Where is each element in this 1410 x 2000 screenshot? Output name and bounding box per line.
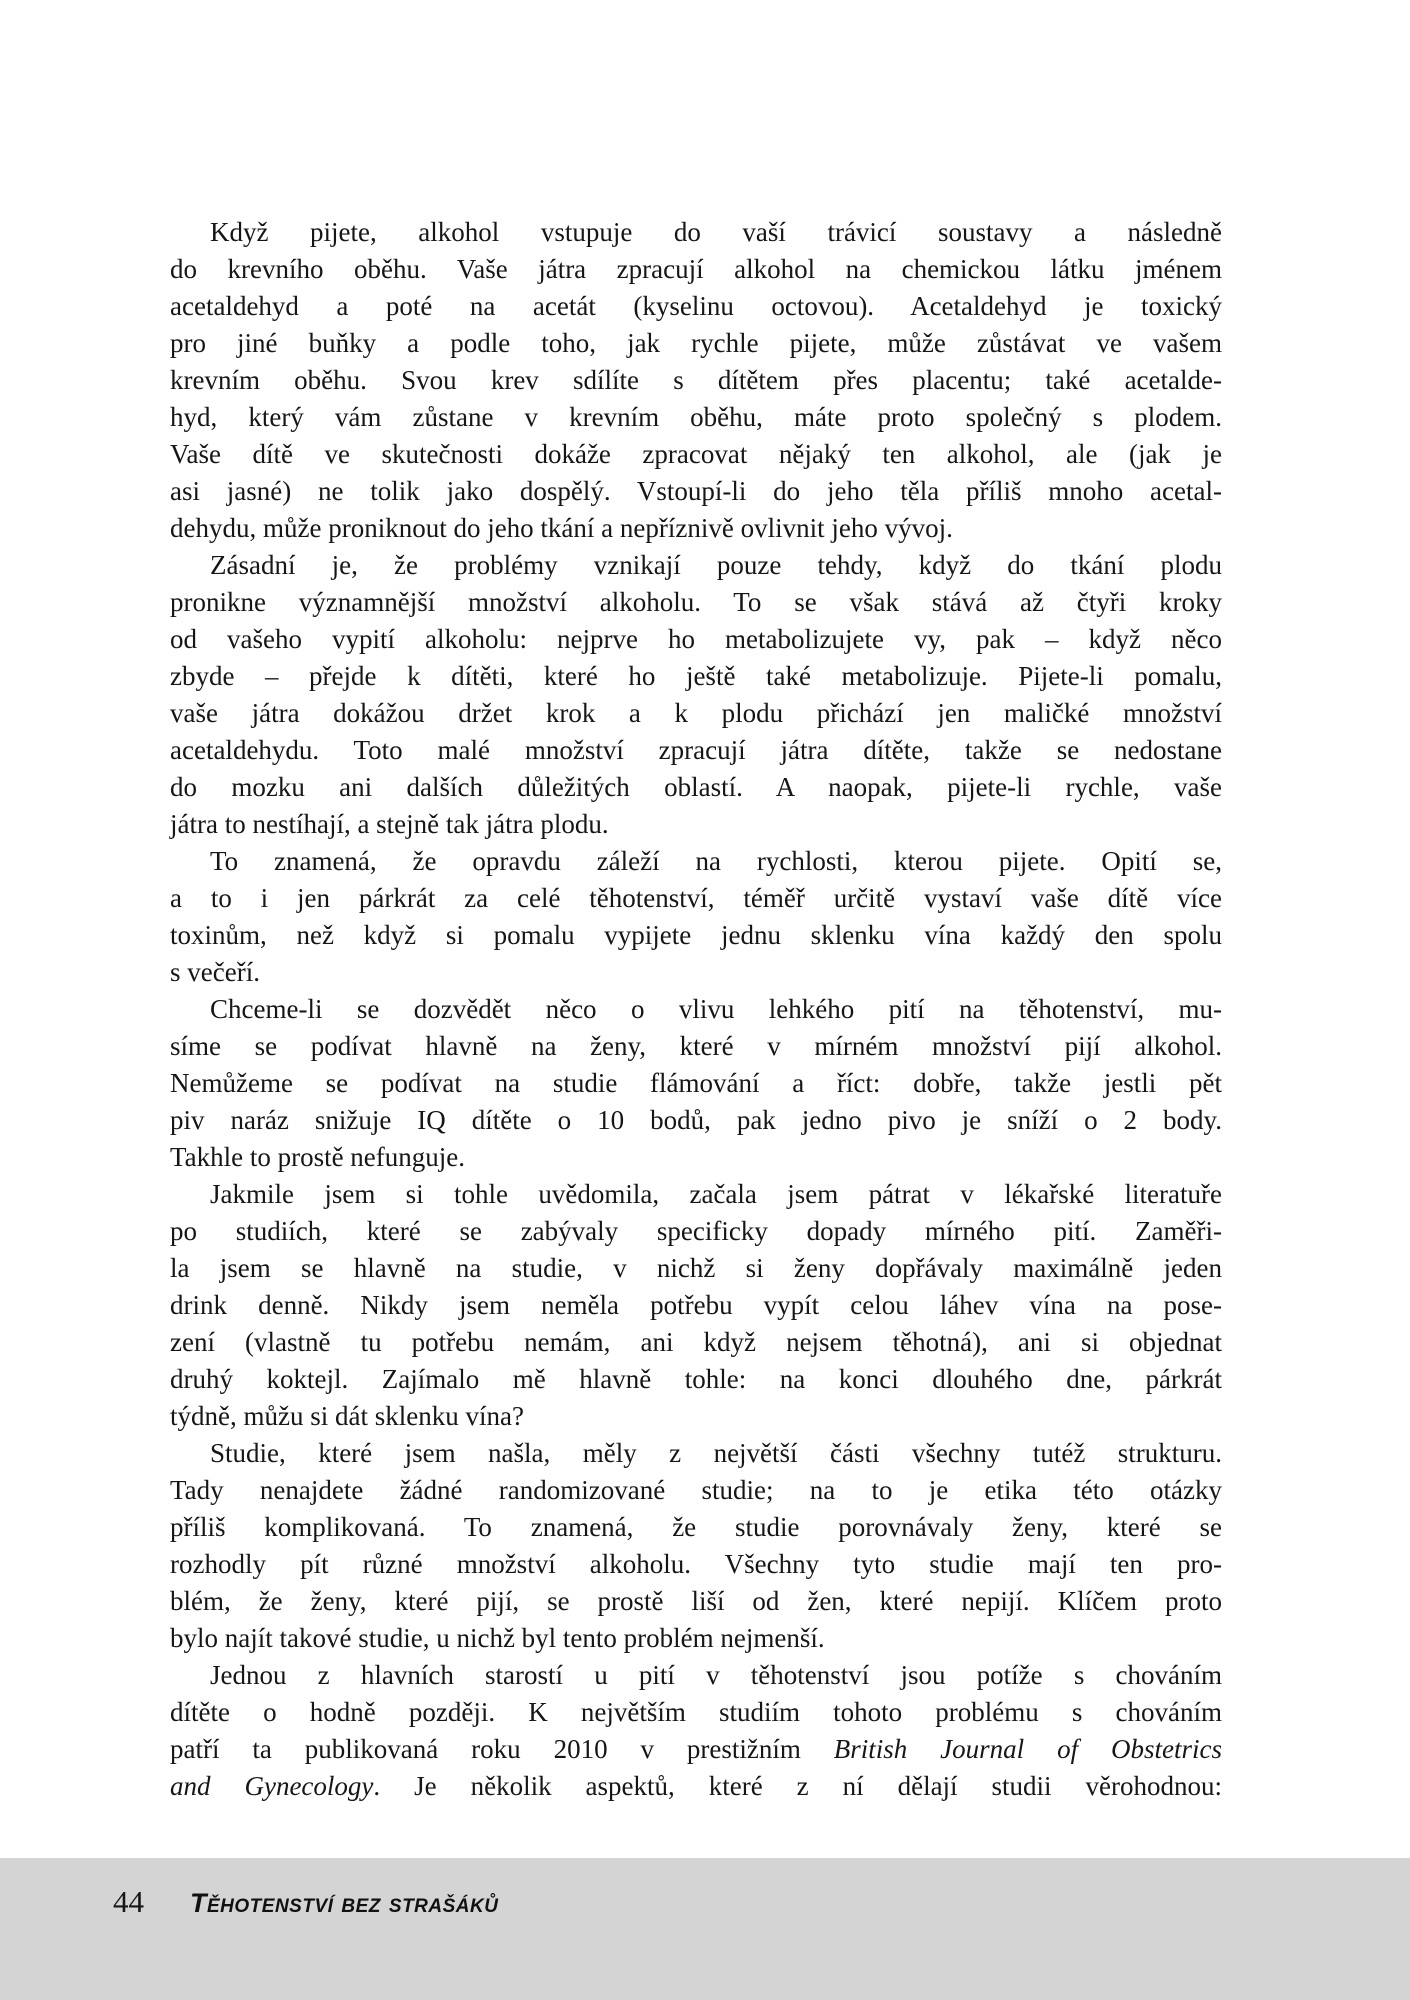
text-segment: zbyde – přejde k dítěti, které ho ještě také metabolizuje. Pijete-li pomalu, <box>170 661 1222 691</box>
text-segment: a to i jen párkrát za celé těhotenství, téměř určitě vystaví vaše dítě více <box>170 883 1222 913</box>
text-line <box>170 1509 1222 1546</box>
text-line <box>170 1694 1222 1731</box>
text-line <box>170 1213 1222 1250</box>
text-segment: . Je několik aspektů, které z ní dělají studii věrohodnou: <box>373 1771 1222 1801</box>
text-line <box>170 843 1222 880</box>
text-segment: acetaldehyd a poté na acetát (kyselinu octovou). Acetaldehyd je toxický <box>170 291 1222 321</box>
text-segment: rozhodly pít různé množství alkoholu. Všechny tyto studie mají ten pro- <box>170 1549 1222 1579</box>
text-line <box>170 621 1222 658</box>
text-line <box>170 880 1222 917</box>
text-line <box>170 251 1222 288</box>
paragraph <box>170 1435 1222 1657</box>
text-segment: la jsem se hlavně na studie, v nichž si ženy dopřávaly maximálně jeden <box>170 1253 1222 1283</box>
text-segment: Tady nenajdete žádné randomizované studie; na to je etika této otázky <box>170 1475 1222 1505</box>
text-line <box>170 1546 1222 1583</box>
page-number: 44 <box>113 1884 144 1919</box>
text-line <box>170 325 1222 362</box>
text-segment: Takhle to prostě nefunguje. <box>170 1142 466 1172</box>
text-line <box>170 1583 1222 1620</box>
text-segment: blém, že ženy, které pijí, se prostě liší od žen, které nepijí. Klíčem proto <box>170 1586 1222 1616</box>
paragraph <box>170 547 1222 843</box>
text-segment: drink denně. Nikdy jsem neměla potřebu vypít celou láhev vína na pose- <box>170 1290 1222 1320</box>
text-segment: To znamená, že opravdu záleží na rychlosti, kterou pijete. Opití se, <box>210 846 1222 876</box>
text-line <box>170 288 1222 325</box>
text-line <box>170 214 1222 251</box>
text-segment: patří ta publikovaná roku 2010 v prestižním <box>170 1734 834 1764</box>
text-line <box>170 1324 1222 1361</box>
text-segment: po studiích, které se zabývaly specificky dopady mírného pití. Zaměři- <box>170 1216 1222 1246</box>
text-line <box>170 991 1222 1028</box>
text-line <box>170 1435 1222 1472</box>
text-segment: Nemůžeme se podívat na studie flámování a říct: dobře, takže jestli pět <box>170 1068 1222 1098</box>
text-segment: do mozku ani dalších důležitých oblastí. A naopak, pijete-li rychle, vaše <box>170 772 1222 802</box>
text-segment: pronikne významnější množství alkoholu. To se však stává až čtyři kroky <box>170 587 1222 617</box>
text-line <box>170 806 1222 843</box>
text-segment: týdně, můžu si dát sklenku vína? <box>170 1401 524 1431</box>
text-line <box>170 1102 1222 1139</box>
text-segment: asi jasné) ne tolik jako dospělý. Vstoupí-li do jeho těla příliš mnoho acetal- <box>170 476 1222 506</box>
text-segment: zení (vlastně tu potřebu nemám, ani když nejsem těhotná), ani si objednat <box>170 1327 1222 1357</box>
text-segment: Jakmile jsem si tohle uvědomila, začala jsem pátrat v lékařské literatuře <box>210 1179 1222 1209</box>
text-segment: Když pijete, alkohol vstupuje do vaší trávicí soustavy a následně <box>210 217 1222 247</box>
footer-band <box>0 1858 1410 2000</box>
text-segment: Jednou z hlavních starostí u pití v těhotenství jsou potíže s chováním <box>210 1660 1222 1690</box>
text-line <box>170 658 1222 695</box>
text-segment: pro jiné buňky a podle toho, jak rychle pijete, může zůstávat ve vašem <box>170 328 1222 358</box>
running-title: Těhotenství bez strašáků <box>190 1888 499 1918</box>
text-line <box>170 1176 1222 1213</box>
text-segment: játra to nestíhají, a stejně tak játra plodu. <box>170 809 609 839</box>
text-segment: do krevního oběhu. Vaše játra zpracují alkohol na chemickou látku jménem <box>170 254 1222 284</box>
text-segment: krevním oběhu. Svou krev sdílíte s dítětem přes placentu; také acetalde- <box>170 365 1222 395</box>
text-segment: od vašeho vypití alkoholu: nejprve ho metabolizujete vy, pak – když něco <box>170 624 1222 654</box>
text-line <box>170 1361 1222 1398</box>
text-segment: s večeří. <box>170 957 260 987</box>
text-segment: bylo najít takové studie, u nichž byl tento problém nejmenší. <box>170 1623 825 1653</box>
text-line <box>170 1768 1222 1805</box>
paragraph <box>170 843 1222 991</box>
paragraph <box>170 1657 1222 1805</box>
text-line <box>170 1657 1222 1694</box>
body-text <box>170 214 1222 1805</box>
italic-text-segment: and Gynecology <box>170 1771 374 1801</box>
paragraph <box>170 1176 1222 1435</box>
text-line <box>170 1731 1222 1768</box>
text-line <box>170 954 1222 991</box>
text-segment: piv naráz snižuje IQ dítěte o 10 bodů, pak jedno pivo je sníží o 2 body. <box>170 1105 1222 1135</box>
text-segment: druhý koktejl. Zajímalo mě hlavně tohle: na konci dlouhého dne, párkrát <box>170 1364 1222 1394</box>
text-line <box>170 1287 1222 1324</box>
text-line <box>170 362 1222 399</box>
text-line <box>170 1398 1222 1435</box>
text-segment: dehydu, může proniknout do jeho tkání a nepříznivě ovlivnit jeho vývoj. <box>170 513 953 543</box>
text-segment: dítěte o hodně později. K největším studiím tohoto problému s chováním <box>170 1697 1222 1727</box>
paragraph <box>170 991 1222 1176</box>
text-segment: vaše játra dokážou držet krok a k plodu přichází jen maličké množství <box>170 698 1222 728</box>
text-line <box>170 584 1222 621</box>
italic-text-segment: British Journal of Obstetrics <box>833 1734 1222 1764</box>
text-segment: Chceme-li se dozvědět něco o vlivu lehkého pití na těhotenství, mu- <box>210 994 1222 1024</box>
text-segment: toxinům, než když si pomalu vypijete jednu sklenku vína každý den spolu <box>170 920 1222 950</box>
text-segment: příliš komplikovaná. To znamená, že studie porovnávaly ženy, které se <box>170 1512 1222 1542</box>
text-line <box>170 1620 1222 1657</box>
text-line <box>170 917 1222 954</box>
text-line <box>170 732 1222 769</box>
text-line <box>170 1472 1222 1509</box>
text-line <box>170 1028 1222 1065</box>
text-line <box>170 399 1222 436</box>
text-line <box>170 473 1222 510</box>
paragraph <box>170 214 1222 547</box>
text-segment: acetaldehydu. Toto malé množství zpracují játra dítěte, takže se nedostane <box>170 735 1222 765</box>
text-line <box>170 695 1222 732</box>
text-line <box>170 1139 1222 1176</box>
text-line <box>170 510 1222 547</box>
text-segment: Vaše dítě ve skutečnosti dokáže zpracovat nějaký ten alkohol, ale (jak je <box>170 439 1222 469</box>
text-line <box>170 769 1222 806</box>
text-line <box>170 436 1222 473</box>
text-segment: Studie, které jsem našla, měly z největší části všechny tutéž strukturu. <box>210 1438 1222 1468</box>
text-line <box>170 547 1222 584</box>
text-segment: síme se podívat hlavně na ženy, které v mírném množství pijí alkohol. <box>170 1031 1222 1061</box>
text-segment: Zásadní je, že problémy vznikají pouze tehdy, když do tkání plodu <box>210 550 1222 580</box>
text-line <box>170 1250 1222 1287</box>
text-line <box>170 1065 1222 1102</box>
text-segment: hyd, který vám zůstane v krevním oběhu, máte proto společný s plodem. <box>170 402 1222 432</box>
